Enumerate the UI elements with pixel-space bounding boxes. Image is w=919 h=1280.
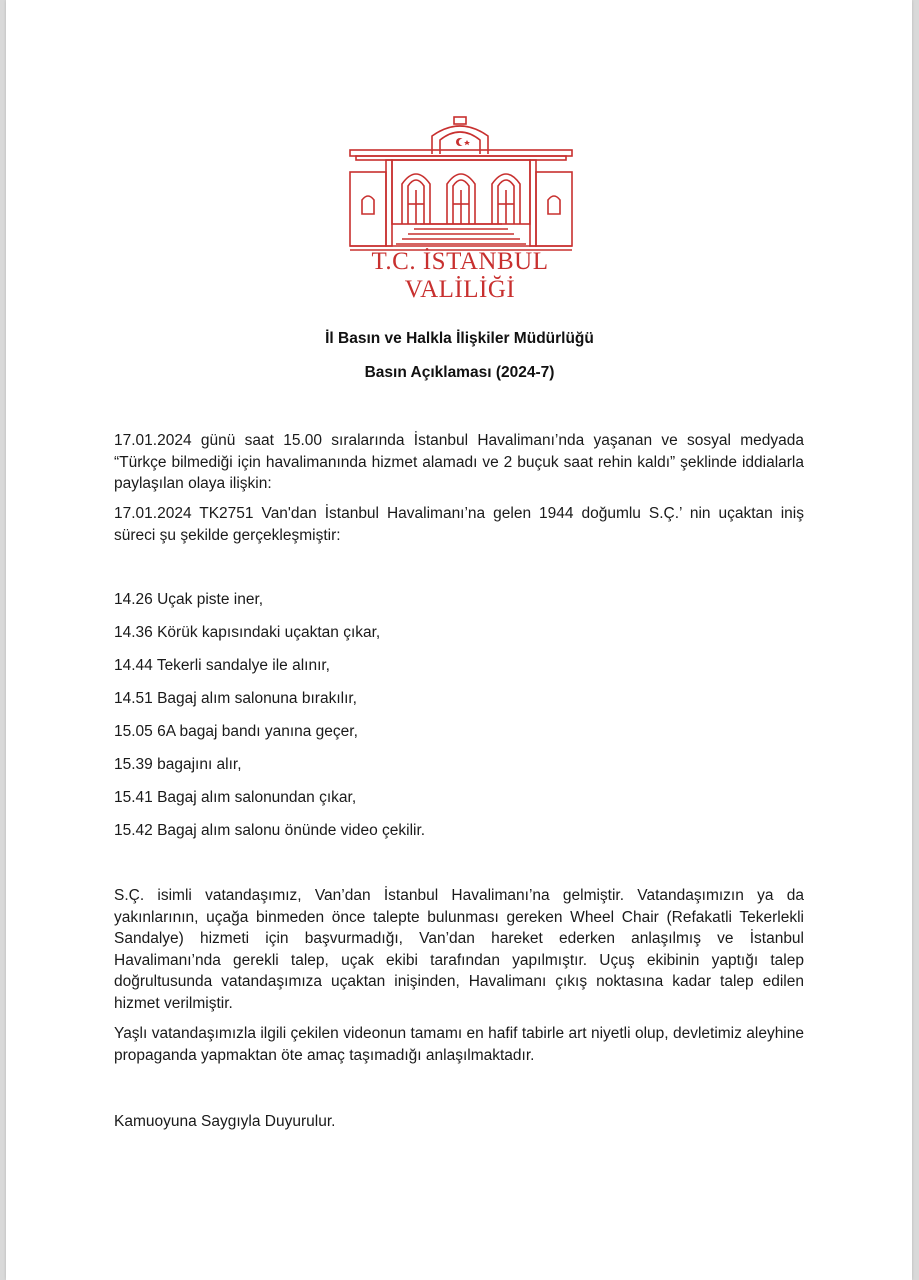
intro-paragraph-2: 17.01.2024 TK2751 Van'dan İstanbul Havalimanı’na gelen 1944 doğumlu S.Ç.’ nin uçaktan iniş süreci şu şekilde gerçekleşmiştir: — [114, 505, 804, 544]
press-release-title: Basın Açıklaması (2024-7) — [364, 364, 555, 381]
timeline-item: 15.42 Bagaj alım salonu önünde video çekilir. — [114, 822, 426, 839]
conclusion-paragraph: Yaşlı vatandaşımızla ilgili çekilen videonun tamamı en hafif tabirle art niyetli olup, devletimiz aleyhine propaganda yapmaktan öte amaç taşımadığı anlaşılmaktadır. — [114, 1025, 804, 1064]
timeline-item: 14.51 Bagaj alım salonuna bırakılır, — [114, 690, 357, 707]
timeline-item: 15.39 bagajını alır, — [114, 756, 242, 773]
logo-text: T.C. İSTANBUL VALİLİĞİ — [371, 248, 549, 303]
timeline-item: 14.26 Uçak piste iner, — [114, 591, 264, 608]
timeline-item: 14.36 Körük kapısındaki uçaktan çıkar, — [114, 624, 381, 641]
department-title: İl Basın ve Halkla İlişkiler Müdürlüğü — [325, 330, 594, 347]
explanation-paragraph: S.Ç. isimli vatandaşımız, Van’dan İstanbul Havalimanı’na gelmiştir. Vatandaşımızın ya da yakınlarının, uçağa binmeden önce talepte bulunması gereken Wheel Chair (Refakatli Tekerlekli Sandalye) hizmeti için başvurmadığı, Van’dan hareket ederken anlaşılmış ve İstanbul Havalimanı’nda gerekli talep, uçak ekibi tarafından yapılmıştır. Uçuş ekibinin yaptığı talep doğrultusunda vatandaşımıza uçaktan inişinden, Havalimanı çıkış noktasına kadar talep edilen hizmet verilmiştir. — [114, 887, 804, 1012]
intro-paragraph: 17.01.2024 günü saat 15.00 sıralarında İstanbul Havalimanı’nda yaşanan ve sosyal medyada “Türkçe bilmediği için havalimanında hizmet alamadı ve 2 buçuk saat rehin kaldı” şeklinde iddialarla paylaşılan olaya ilişkin: — [114, 432, 804, 492]
timeline-item: 15.41 Bagaj alım salonundan çıkar, — [114, 789, 357, 806]
closing-statement: Kamuoyuna Saygıyla Duyurulur. — [114, 1113, 336, 1130]
timeline-item: 15.05 6A bagaj bandı yanına geçer, — [114, 723, 358, 740]
timeline-item: 14.44 Tekerli sandalye ile alınır, — [114, 657, 330, 674]
